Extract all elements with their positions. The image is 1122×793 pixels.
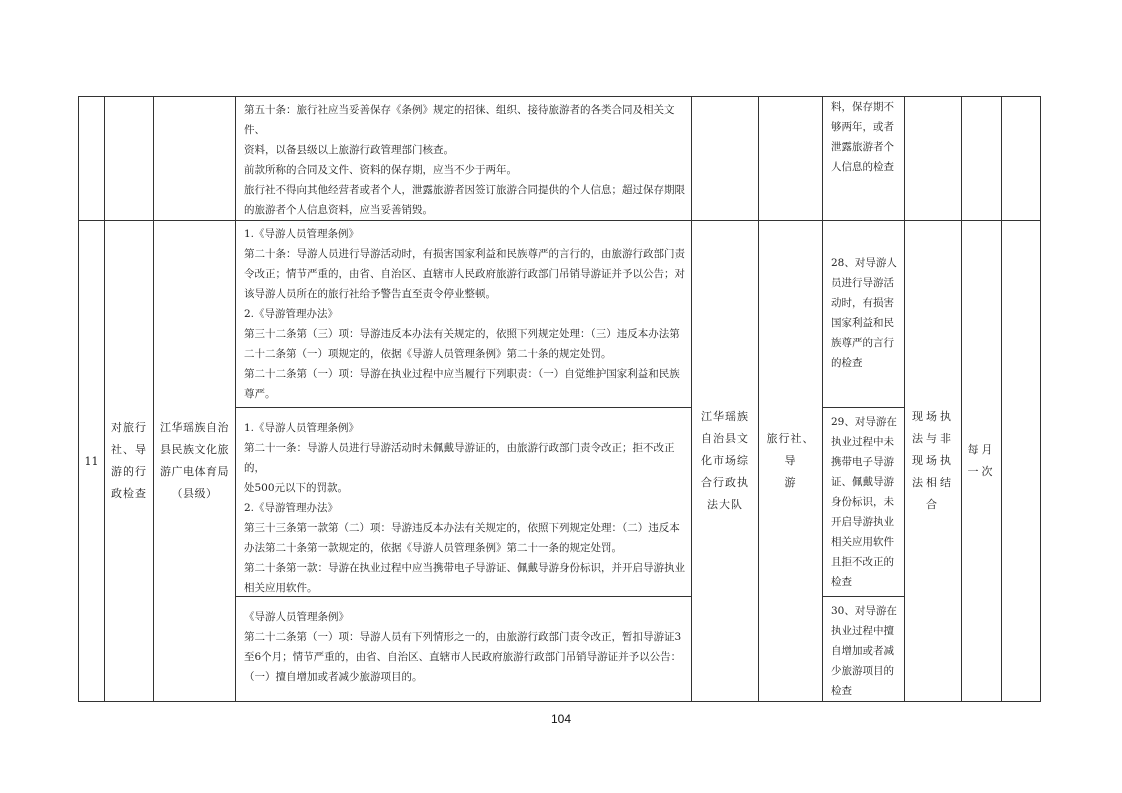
inspection-item-line: 执业过程中未 [831, 436, 894, 448]
provision-text [236, 597, 691, 687]
department-line: （县级） [171, 487, 218, 500]
provision-line: 1.《导游人员管理条例》 [244, 228, 360, 240]
category-line: 社、导 [111, 443, 147, 456]
inspection-item-block [822, 221, 905, 408]
row-number: 11 [84, 454, 99, 468]
category-line: 游的行 [111, 465, 147, 478]
table-row [79, 97, 1041, 221]
provision-line: 第五十条：旅行社应当妥善保存《条例》规定的招徕、组织、接待旅游者的各类合同及相关文件、 [244, 104, 675, 136]
inspection-item-line: 族尊严的言行 [831, 337, 894, 349]
frequency-cell [962, 221, 1002, 702]
provision-line: 二十二条第（一）项规定的，依据《导游人员管理条例》第二十条的规定处罚。 [244, 348, 612, 360]
inspection-item-line: 30、对导游在 [831, 605, 897, 617]
inspection-item-line: 检查 [831, 685, 852, 697]
provision-line: 尊严。 [244, 388, 276, 400]
inspection-item-line: 的检查 [831, 357, 863, 369]
inspection-item-line: 携带电子导游 [831, 456, 894, 468]
inspection-item-text [823, 597, 904, 701]
provision-line: 第三十二条第（三）项：导游违反本办法有关规定的，依照下列规定处理：（三）违反本办法第 [244, 328, 680, 340]
inspection-item-line: 身份标识，未 [831, 496, 894, 508]
method-cell [905, 97, 962, 221]
provision-line: 处500元以下的罚款。 [244, 482, 349, 494]
inspection-item-line: 料，保存期不 [831, 101, 894, 113]
provision-line: 该导游人员所在的旅行社给予警告直至责令停业整顿。 [244, 288, 496, 300]
provision-line: 资料，以备县级以上旅游行政管理部门核查。 [244, 144, 454, 156]
method-line: 法相结 [912, 476, 954, 489]
object-line: 旅行社、导 [766, 432, 815, 467]
enforcer-text [692, 406, 758, 516]
inspection-item-line: 泄露旅游者个 [831, 141, 894, 153]
inspection-item-line: 检查 [831, 576, 852, 588]
remark-cell [1002, 221, 1041, 702]
provision-line: 第二十二条第（一）项：导游人员有下列情形之一的，由旅游行政部门责令改正，暂扣导游证3 [244, 631, 682, 643]
category-cell [105, 221, 154, 702]
object-text [759, 428, 822, 494]
department-cell [154, 221, 236, 702]
item-cell [823, 97, 905, 221]
inspection-item-line: 执业过程中擅 [831, 625, 894, 637]
department-line: 县民族文化旅 [160, 443, 229, 456]
provision-line: 第三十三条第一款第（二）项：导游违反本办法有关规定的，依照下列规定处理：（二）违反本 [244, 522, 680, 534]
inspection-item-line: 28、对导游人 [831, 257, 897, 269]
provision-block [235, 408, 692, 597]
provision-line: 第二十一条：导游人员进行导游活动时未佩戴导游证的，由旅游行政部门责令改正；拒不改正的， [244, 442, 675, 474]
provision-line: 的旅游者个人信息资料，应当妥善销毁。 [244, 204, 433, 216]
enforcer-line: 法大队 [707, 498, 743, 511]
enforcer-line: 江华瑶族 [701, 410, 749, 423]
inspection-item-line: 开启导游执业 [831, 516, 894, 528]
provision-line: 第二十二条第（一）项：导游在执业过程中应当履行下列职责：（一）自觉维护国家利益和民族 [244, 368, 680, 380]
enforcer-line: 化市场综 [701, 454, 749, 467]
provision-line: 至6个月；情节严重的，由省、自治区、直辖市人民政府旅游行政部门吊销导游证并予以公告： [244, 651, 682, 663]
inspection-item-line: 动时，有损害 [831, 297, 894, 309]
inspection-item-text [823, 408, 904, 592]
inspection-table [78, 96, 1041, 702]
provision-line: 旅行社不得向其他经营者或者个人，泄露旅游者因签订旅游合同提供的个人信息；超过保存期限 [244, 184, 685, 196]
inspection-item-line: 够两年，或者 [831, 121, 894, 133]
enforcer-cell [692, 97, 759, 221]
provision-block [235, 221, 692, 408]
inspection-item-block [822, 408, 905, 597]
remark-cell [1002, 97, 1041, 221]
object-cell [759, 97, 823, 221]
page-number: 104 [550, 712, 572, 726]
enforcer-line: 自治县文 [701, 432, 749, 445]
provision-cell [236, 221, 692, 702]
inspection-item-block [823, 597, 904, 701]
provision-text [236, 97, 691, 220]
inspection-item-line: 员进行导游活 [831, 277, 894, 289]
inspection-item-line: 国家利益和民 [831, 317, 894, 329]
row-number-cell [79, 221, 105, 702]
provision-line: 第二十条第一款：导游在执业过程中应当携带电子导游证、佩戴导游身份标识，并开启导游执业 [244, 562, 685, 574]
category-text [105, 417, 153, 505]
inspection-item-line: 少旅游项目的 [831, 665, 894, 677]
inspection-item-text [823, 97, 904, 177]
method-line: 合 [926, 498, 940, 511]
frequency-cell [962, 97, 1002, 221]
provision-cell [236, 97, 692, 221]
department-text [154, 417, 235, 505]
department-cell [154, 97, 236, 221]
department-line: 江华瑶族自治 [160, 421, 229, 434]
inspection-item-line: 证、佩戴导游 [831, 476, 894, 488]
provision-line: 1.《导游人员管理条例》 [244, 422, 360, 434]
provision-text [236, 221, 691, 404]
frequency-text [962, 439, 1001, 483]
method-text [905, 406, 961, 516]
inspection-item-line: 自增加或者减 [831, 645, 894, 657]
table-row [79, 221, 1041, 702]
provision-line: （一）擅自增加或者减少旅游项目的。 [244, 671, 423, 683]
category-line: 对旅行 [111, 421, 147, 434]
frequency-line: 每月 [967, 443, 996, 456]
provision-block [236, 597, 691, 701]
category-cell [105, 97, 154, 221]
provision-line: 令改正；情节严重的，由省、自治区、直辖市人民政府旅游行政部门吊销导游证并予以公告；对 [244, 268, 685, 280]
method-line: 现场执 [912, 454, 954, 467]
method-cell [905, 221, 962, 702]
enforcer-line: 合行政执 [701, 476, 749, 489]
provision-line: 《导游人员管理条例》 [244, 611, 349, 623]
inspection-item-line: 人信息的检查 [831, 161, 894, 173]
provision-line: 前款所称的合同及文件、资料的保存期，应当不少于两年。 [244, 164, 517, 176]
inspection-item-line: 相关应用软件 [831, 536, 894, 548]
frequency-line: 一次 [967, 465, 996, 478]
provision-text [236, 408, 691, 598]
category-line: 政检查 [111, 487, 147, 500]
object-cell [759, 221, 823, 702]
row-number-cell [79, 97, 105, 221]
department-line: 游广电体育局 [160, 465, 229, 478]
enforcer-cell [692, 221, 759, 702]
provision-line: 第二十条：导游人员进行导游活动时，有损害国家利益和民族尊严的言行的，由旅游行政部门责 [244, 248, 685, 260]
provision-line: 办法第二十条第一款规定的，依据《导游人员管理条例》第二十一条的规定处罚。 [244, 542, 622, 554]
inspection-item-text [823, 221, 904, 373]
inspection-item-line: 且拒不改正的 [831, 556, 894, 568]
object-line: 游 [784, 476, 797, 489]
method-line: 现场执 [912, 410, 954, 423]
inspection-item-line: 29、对导游在 [831, 416, 897, 428]
provision-line: 2.《导游管理办法》 [244, 308, 339, 320]
provision-line: 相关应用软件。 [244, 582, 318, 594]
item-cell [823, 221, 905, 702]
provision-line: 2.《导游管理办法》 [244, 502, 339, 514]
method-line: 法与非 [912, 432, 954, 445]
